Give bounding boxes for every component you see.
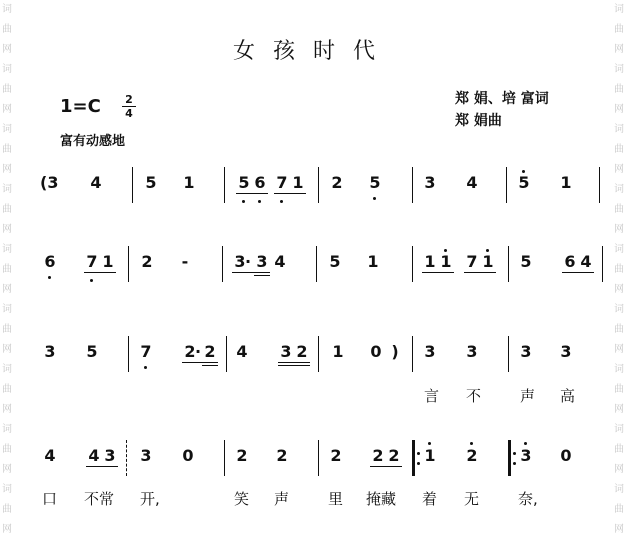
note: 3 <box>234 252 246 271</box>
watermark-glyph: 词 <box>2 64 12 75</box>
note: 3 <box>280 342 292 361</box>
watermark-glyph: 曲 <box>2 144 12 155</box>
tempo-marking: 富有动感地 <box>60 134 126 149</box>
beam <box>562 272 594 273</box>
watermark-glyph: 曲 <box>614 264 624 275</box>
beam <box>370 466 402 467</box>
barline <box>132 167 133 203</box>
dot-mark: · <box>194 342 202 361</box>
note: 7 <box>140 342 152 361</box>
repeat-barline <box>508 440 511 476</box>
repeat-barline <box>412 440 415 476</box>
lyric: 奈, <box>518 490 538 508</box>
barline <box>318 167 319 203</box>
high-dot <box>524 442 527 445</box>
high-dot <box>470 442 473 445</box>
beam <box>274 193 306 194</box>
watermark-glyph: 词 <box>2 4 12 15</box>
watermark-glyph: 网 <box>2 464 12 475</box>
note: 1 <box>332 342 344 361</box>
watermark-glyph: 曲 <box>2 264 12 275</box>
time-signature <box>122 94 136 119</box>
note: 3 <box>104 446 116 465</box>
repeat-dot <box>417 462 420 465</box>
note: 3 <box>520 342 532 361</box>
repeat-dot <box>513 452 516 455</box>
note: 2 <box>184 342 196 361</box>
watermark-glyph: 网 <box>2 44 12 55</box>
note: 1 <box>440 252 452 271</box>
watermark-glyph: 曲 <box>614 444 624 455</box>
watermark-glyph: 词 <box>614 484 624 495</box>
watermark-glyph: 网 <box>614 404 624 415</box>
watermark-glyph: 曲 <box>614 204 624 215</box>
low-dot <box>280 200 283 203</box>
note: 0 <box>370 342 382 361</box>
watermark-glyph: 网 <box>2 104 12 115</box>
watermark-glyph: 网 <box>2 164 12 175</box>
note: 4 <box>44 446 56 465</box>
watermark-glyph: 曲 <box>2 84 12 95</box>
lyric: 高 <box>560 387 576 405</box>
dot-mark: · <box>244 252 252 271</box>
low-dot <box>258 200 261 203</box>
note: 3 <box>256 252 268 271</box>
note: 3 <box>560 342 572 361</box>
watermark-glyph: 网 <box>2 224 12 235</box>
low-dot <box>90 279 93 282</box>
watermark-glyph: 网 <box>614 524 624 535</box>
barline <box>318 336 319 372</box>
note: 3 <box>424 342 436 361</box>
time-sig-top: 2 <box>125 93 133 106</box>
note: 3 <box>140 446 152 465</box>
low-dot <box>144 366 147 369</box>
high-dot <box>522 170 525 173</box>
watermark-glyph: 词 <box>2 124 12 135</box>
note: 5 <box>518 173 530 192</box>
time-sig-bottom: 4 <box>125 107 133 120</box>
note: 0 <box>182 446 194 465</box>
watermark-glyph: 词 <box>614 244 624 255</box>
beam <box>182 362 218 363</box>
score-line-1 <box>0 167 626 207</box>
note: 4 <box>580 252 592 271</box>
note: 5 <box>329 252 341 271</box>
note: 0 <box>560 446 572 465</box>
note: 2 <box>372 446 384 465</box>
barline <box>128 246 129 282</box>
beam <box>278 365 310 366</box>
watermark-glyph: 词 <box>614 4 624 15</box>
note: 1 <box>424 446 436 465</box>
note: 2 <box>276 446 288 465</box>
watermark-glyph: 曲 <box>2 444 12 455</box>
barline <box>412 246 413 282</box>
key-signature: 1=C <box>60 96 101 117</box>
lyric: 开, <box>140 490 160 508</box>
beam <box>84 272 116 273</box>
lyric: 不常 <box>84 490 115 508</box>
score-line-4 <box>0 440 626 480</box>
barline <box>222 246 223 282</box>
note: 7 <box>276 173 288 192</box>
watermark-glyph: 曲 <box>614 504 624 515</box>
barline <box>226 336 227 372</box>
score-line-2 <box>0 246 626 286</box>
barline <box>224 167 225 203</box>
note: 5 <box>520 252 532 271</box>
barline <box>126 440 127 476</box>
watermark-glyph: 曲 <box>614 144 624 155</box>
barline <box>224 440 225 476</box>
lyric: 无 <box>464 490 480 508</box>
repeat-dot <box>513 462 516 465</box>
high-dot <box>428 442 431 445</box>
note: 2 <box>331 173 343 192</box>
note: 4 <box>274 252 286 271</box>
note: 7 <box>466 252 478 271</box>
watermark-glyph: 曲 <box>614 24 624 35</box>
lyric: 笑 <box>234 490 250 508</box>
watermark-glyph: 网 <box>614 284 624 295</box>
beam <box>202 365 218 366</box>
note: 5 <box>86 342 98 361</box>
beam <box>86 466 118 467</box>
beam <box>254 275 270 276</box>
watermark-glyph: 网 <box>2 284 12 295</box>
watermark-glyph: 网 <box>614 104 624 115</box>
note: (3 <box>40 173 59 192</box>
note: 1 <box>102 252 114 271</box>
lyric: 声 <box>274 490 290 508</box>
barline <box>508 336 509 372</box>
watermark-glyph: 词 <box>614 64 624 75</box>
watermark-glyph: 网 <box>2 344 12 355</box>
watermark-glyph: 词 <box>2 304 12 315</box>
lyricist-credit: 郑 娟、培 富词 <box>455 91 549 107</box>
repeat-dot <box>417 452 420 455</box>
barline <box>316 246 317 282</box>
lyric: 掩藏 <box>366 490 397 508</box>
barline <box>506 167 507 203</box>
watermark-glyph: 词 <box>614 184 624 195</box>
note: 2 <box>330 446 342 465</box>
watermark-glyph: 词 <box>2 184 12 195</box>
watermark-glyph: 词 <box>614 424 624 435</box>
watermark-glyph: 曲 <box>2 324 12 335</box>
watermark-glyph: 网 <box>614 164 624 175</box>
note: 4 <box>88 446 100 465</box>
watermark-glyph: 网 <box>614 344 624 355</box>
note: 6 <box>254 173 266 192</box>
low-dot <box>48 276 51 279</box>
watermark-glyph: 网 <box>614 464 624 475</box>
note: 4 <box>466 173 478 192</box>
note: 2 <box>296 342 308 361</box>
watermark-glyph: 词 <box>2 244 12 255</box>
note: 2 <box>141 252 153 271</box>
lyric: 口 <box>42 490 58 508</box>
song-title: 女孩时代 <box>232 39 393 64</box>
note: 5 <box>238 173 250 192</box>
barline <box>508 246 509 282</box>
watermark-glyph: 曲 <box>614 84 624 95</box>
score-line-3 <box>0 336 626 376</box>
lyric: 不 <box>466 387 482 405</box>
watermark-glyph: 词 <box>614 124 624 135</box>
note: 5 <box>145 173 157 192</box>
watermark-glyph: 网 <box>2 404 12 415</box>
note: 2 <box>204 342 216 361</box>
watermark-glyph: 词 <box>614 304 624 315</box>
note: 2 <box>388 446 400 465</box>
lyric: 言 <box>424 387 440 405</box>
watermark-glyph: 曲 <box>2 504 12 515</box>
barline <box>412 167 413 203</box>
watermark-glyph: 网 <box>614 44 624 55</box>
lyric: 着 <box>422 490 438 508</box>
note: 3 <box>520 446 532 465</box>
note: 4 <box>236 342 248 361</box>
watermark-glyph: 曲 <box>2 384 12 395</box>
beam <box>422 272 454 273</box>
barline <box>599 167 600 203</box>
watermark-glyph: 曲 <box>2 204 12 215</box>
high-dot <box>486 249 489 252</box>
high-dot <box>444 249 447 252</box>
watermark-glyph: 曲 <box>614 384 624 395</box>
note: 1 <box>367 252 379 271</box>
low-dot <box>373 197 376 200</box>
lyric: 声 <box>520 387 536 405</box>
note: 6 <box>564 252 576 271</box>
note: 7 <box>86 252 98 271</box>
beam <box>464 272 496 273</box>
note: 4 <box>90 173 102 192</box>
note: 1 <box>560 173 572 192</box>
note: 5 <box>369 173 381 192</box>
barline <box>602 246 603 282</box>
watermark-glyph: 曲 <box>2 24 12 35</box>
note: - <box>181 252 189 271</box>
lyric: 里 <box>328 490 344 508</box>
beam <box>232 272 270 273</box>
barline <box>412 336 413 372</box>
beam <box>236 193 268 194</box>
watermark-glyph: 词 <box>2 364 12 375</box>
paren: ) <box>391 342 399 361</box>
note: 2 <box>236 446 248 465</box>
watermark-glyph: 曲 <box>614 324 624 335</box>
note: 3 <box>466 342 478 361</box>
watermark-glyph: 词 <box>2 484 12 495</box>
watermark-glyph: 网 <box>614 224 624 235</box>
note: 1 <box>183 173 195 192</box>
barline <box>128 336 129 372</box>
note: 3 <box>424 173 436 192</box>
watermark-glyph: 词 <box>2 424 12 435</box>
note: 1 <box>482 252 494 271</box>
low-dot <box>242 200 245 203</box>
barline <box>318 440 319 476</box>
note: 1 <box>424 252 436 271</box>
beam <box>278 362 310 363</box>
note: 3 <box>44 342 56 361</box>
note: 2 <box>466 446 478 465</box>
composer-credit: 郑 娟曲 <box>455 113 502 129</box>
note: 1 <box>292 173 304 192</box>
watermark-glyph: 词 <box>614 364 624 375</box>
note: 6 <box>44 252 56 271</box>
watermark-glyph: 网 <box>2 524 12 535</box>
